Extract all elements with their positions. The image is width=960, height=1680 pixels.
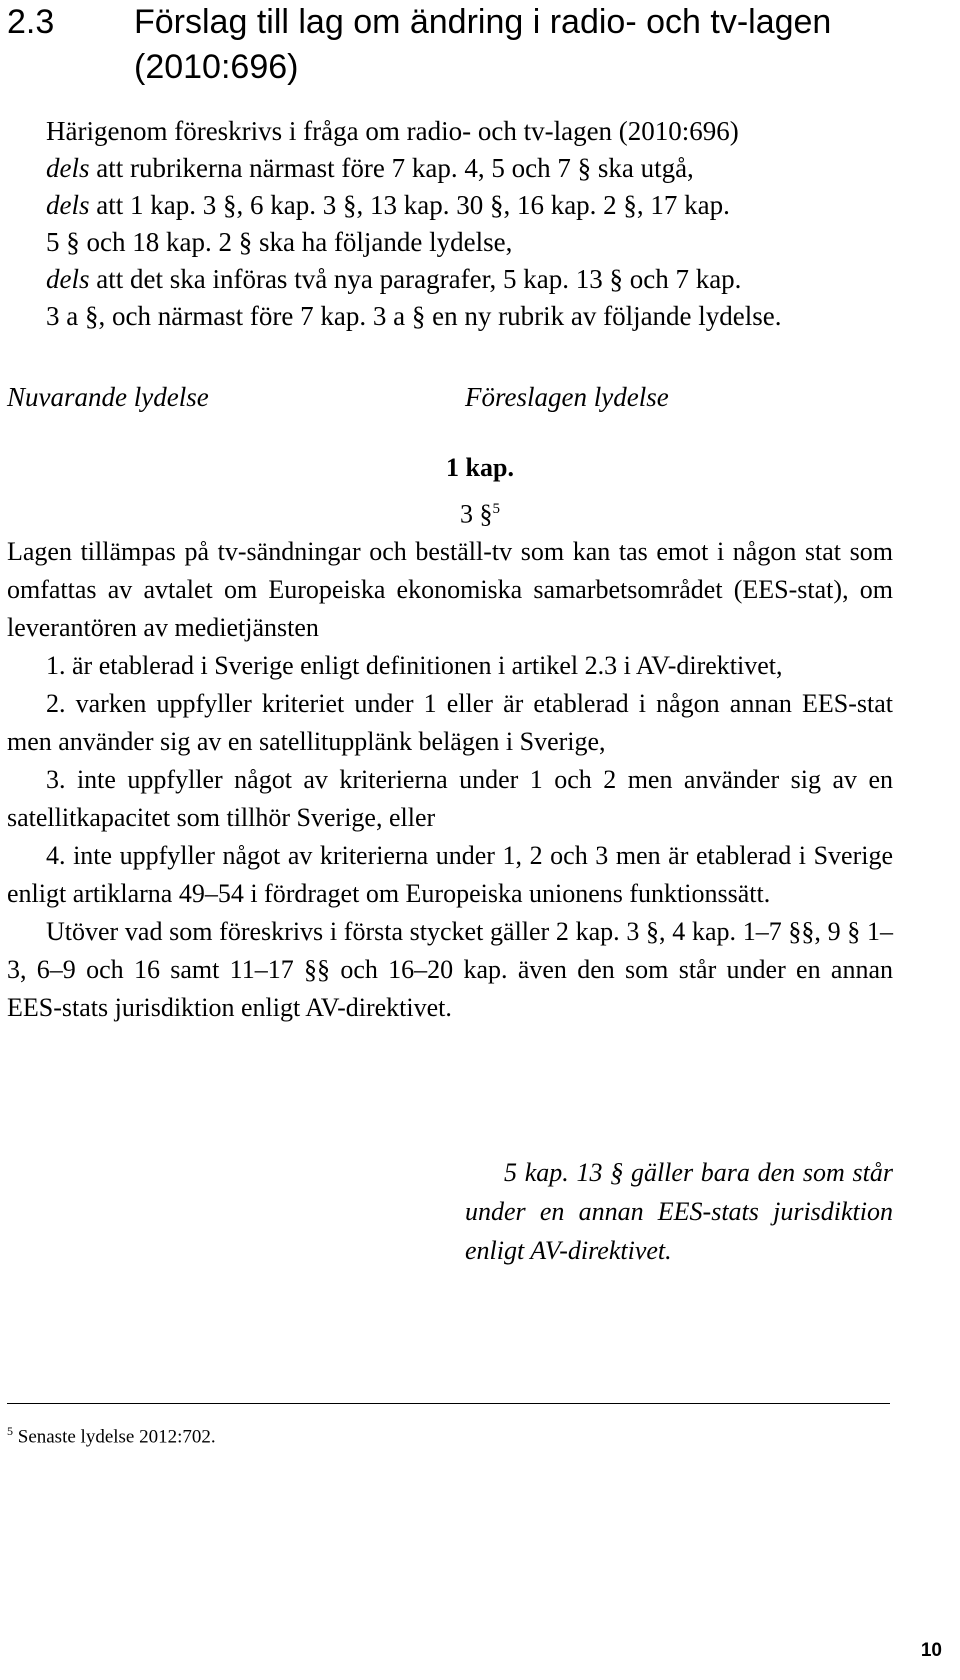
dels-word: dels [46, 264, 90, 294]
intro-line-1: Härigenom föreskrivs i fråga om radio- och tv-lagen (2010:696) [46, 116, 739, 146]
section-number: 2.3 [7, 3, 55, 41]
intro-line-3-text: att 1 kap. 3 §, 6 kap. 3 §, 13 kap. 30 §, 16 kap. 2 §, 17 kap. [89, 190, 730, 220]
footnote-divider [7, 1403, 890, 1404]
dels-word: dels [46, 190, 90, 220]
list-item-1: 1. är etablerad i Sverige enligt definitionen i artikel 2.3 i AV-direktivet, [46, 651, 783, 680]
intro-line-2-text: att rubrikerna närmast före 7 kap. 4, 5 och 7 § ska utgå, [89, 153, 694, 183]
current-wording-heading: Nuvarande lydelse [7, 382, 209, 412]
intro-line-2 [46, 150, 946, 187]
current-law-text [7, 533, 893, 1027]
body-paragraph-2: Utöver vad som föreskrivs i första stycket gäller 2 kap. 3 §, 4 kap. 1–7 §§, 9 § 1–3, 6–9 och 16 samt 11–17 §§ och 16–20 kap. även den som står under en annan EES-stats jurisdiktion enligt AV-direktivet. [7, 917, 893, 1022]
intro-line-4: 5 § och 18 kap. 2 § ska ha följande lydelse, [46, 227, 513, 257]
footnote-text: Senaste lydelse 2012:702. [13, 1426, 216, 1448]
section-title-line2: (2010:696) [134, 48, 299, 86]
proposed-paragraph: 5 kap. 13 § gäller bara den som står under en annan EES-stats jurisdiktion enligt AV-direktivet. [465, 1158, 893, 1265]
intro-line-3 [46, 187, 946, 224]
dels-word: dels [46, 153, 90, 183]
intro-line-6: 3 a §, och närmast före 7 kap. 3 a § en ny rubrik av följande lydelse. [46, 301, 782, 331]
intro-line-5 [46, 261, 946, 298]
chapter-heading: 1 kap. [446, 453, 514, 482]
proposed-text-block [465, 1153, 893, 1270]
footnote-ref: 5 [492, 501, 500, 517]
intro-line-5-text: att det ska införas två nya paragrafer, 5 kap. 13 § och 7 kap. [89, 264, 742, 294]
list-item-2: 2. varken uppfyller kriteriet under 1 eller är etablerad i någon annan EES-stat men använder sig av en satellitupplänk belägen i Sverige, [7, 689, 893, 756]
list-item-4: 4. inte uppfyller något av kriterierna under 1, 2 och 3 men är etablerad i Sverige enligt artiklarna 49–54 i fördraget om Europeiska unionens funktionssätt. [7, 841, 893, 908]
footnote-number: 5 [7, 1424, 13, 1438]
list-item-3: 3. inte uppfyller något av kriterierna under 1 och 2 men använder sig av en satellitkapacitet som tillhör Sverige, eller [7, 765, 893, 832]
section-title-line1: Förslag till lag om ändring i radio- och tv-lagen [134, 3, 832, 41]
section-title [134, 0, 934, 90]
intro-text [46, 113, 946, 335]
body-paragraph-1: Lagen tillämpas på tv-sändningar och beställ-tv som kan tas emot i någon stat som omfattas av avtalet om Europeiska ekonomiska samarbetsområdet (EES-stat), om leverantören av medietjänsten [7, 537, 893, 642]
paragraph-label: 3 § [460, 499, 493, 529]
page-number: 10 [920, 1640, 942, 1661]
proposed-wording-heading: Föreslagen lydelse [465, 382, 669, 412]
footnote [7, 1418, 216, 1450]
paragraph-number [0, 492, 960, 532]
